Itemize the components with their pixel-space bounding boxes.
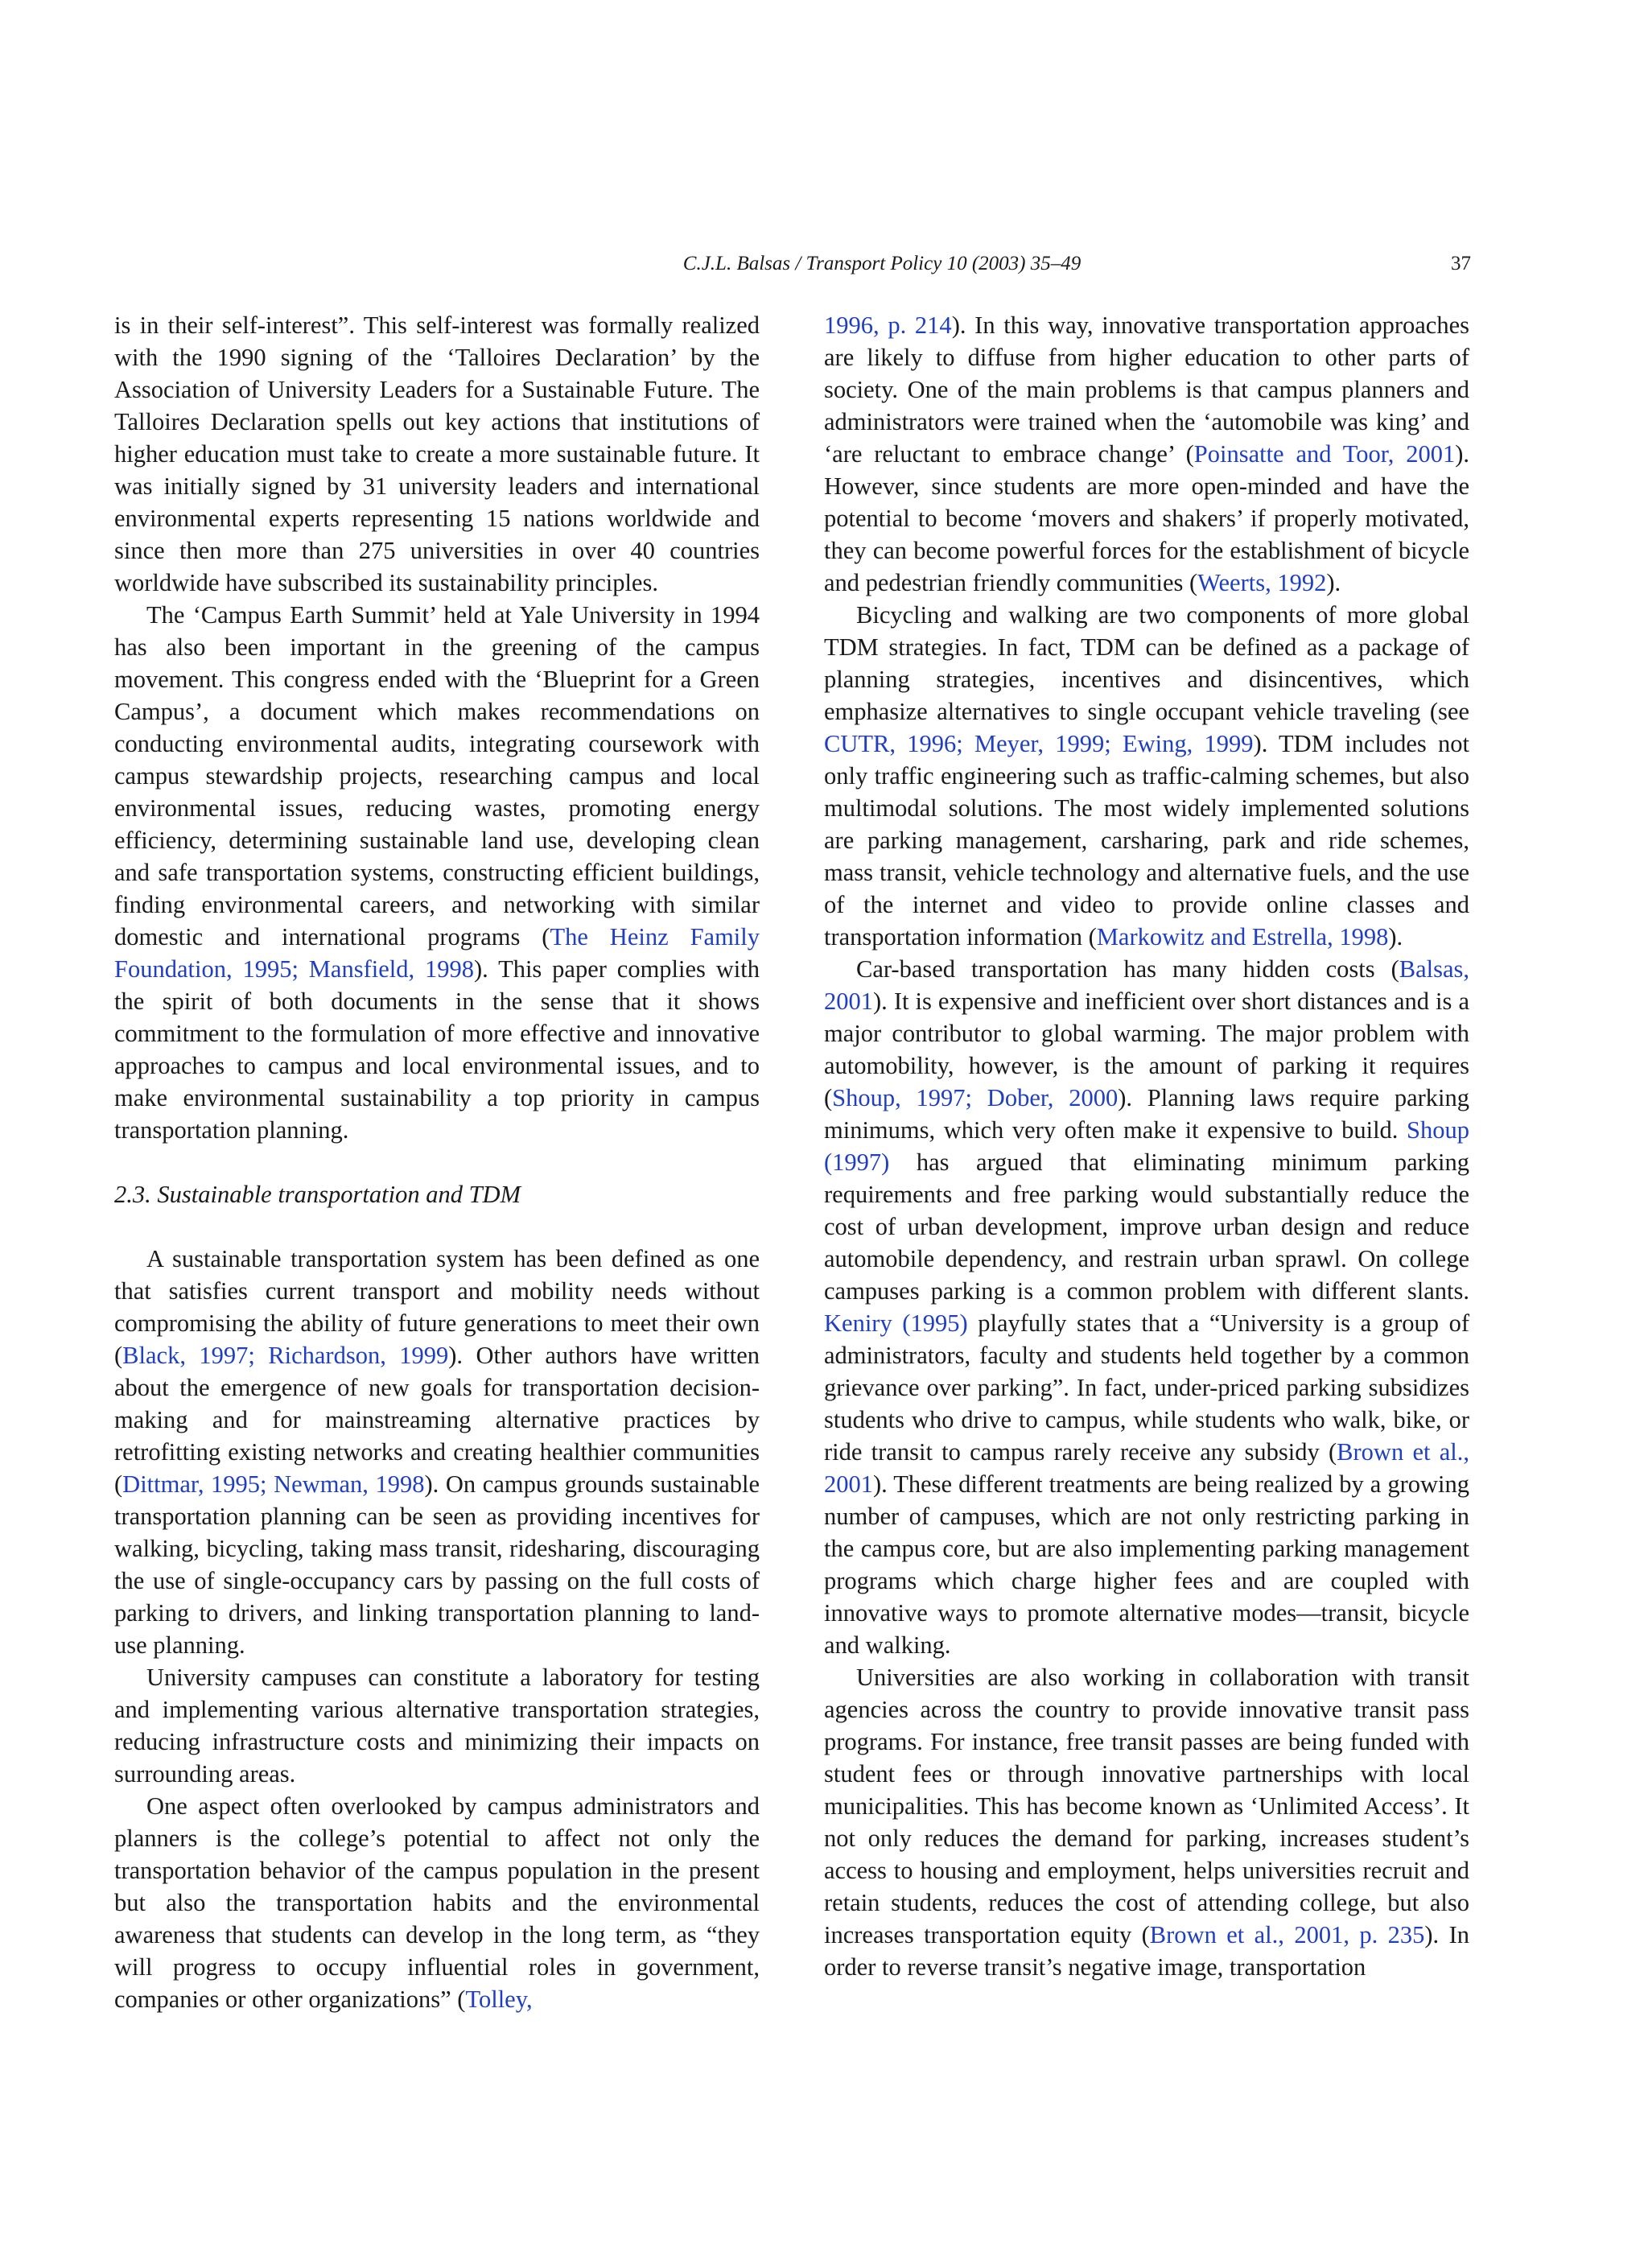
running-head: C.J.L. Balsas / Transport Policy 10 (2003) 35–49 — [682, 253, 1082, 274]
text: The ‘Campus Earth Summit’ held at Yale University in 1994 has also been important in the greening of the campus movement. This congress ended with the ‘Blueprint for a Green Campus’, a document which makes recommendations on conducting environmental audits, integrating coursework with campus stewardship projects, researching campus and local environmental issues, reducing wastes, promoting energy efficiency, determining sustainable land use, developing clean and safe transportation systems, constructing efficient buildings, finding environmental careers, and networking with similar domestic and international programs ( — [114, 601, 760, 950]
paragraph — [114, 1243, 760, 1661]
text: ). — [1388, 923, 1403, 950]
text: ). In order to reverse transit’s negative image, transportation — [824, 1921, 1469, 1981]
citation-link[interactable]: 1996, p. 214 — [824, 311, 952, 339]
text: University campuses can constitute a laboratory for testing and implementing various alternative transportation strategies, reducing infrastructure costs and minimizing their impacts on surrounding areas. — [114, 1664, 760, 1788]
text: A sustainable transportation system has been defined as one that satisfies current transport and mobility needs without compromising the ability of future generations to meet their own ( — [114, 1245, 760, 1369]
text: playfully states that a “University is a group of administrators, faculty and students held together by a common grievance over parking”. In fact, under-priced parking subsidizes students who drive to campus, while students who walk, bike, or ride transit to campus rarely receive any subsidy ( — [824, 1309, 1469, 1466]
citation-link[interactable]: Shoup (1997) — [824, 1116, 1469, 1176]
paragraph — [824, 309, 1469, 599]
citation-link[interactable]: Black, 1997; Richardson, 1999 — [122, 1342, 449, 1369]
text: ). TDM includes not only traffic engineering such as traffic-calming schemes, but also multimodal solutions. The most widely implemented solutions are parking management, carsharing, park and ride schemes, mass transit, vehicle technology and alternative fuels, and the use of the internet and video to provide online classes and transportation information ( — [824, 730, 1469, 950]
right-column — [824, 309, 1469, 1983]
citation-link[interactable]: Brown et al., 2001, p. 235 — [1149, 1921, 1425, 1948]
text: has argued that eliminating minimum parking requirements and free parking would substantially reduce the cost of urban development, improve urban design and reduce automobile dependency, and restrain urban sprawl. On college campuses parking is a common problem with different slants. — [824, 1148, 1469, 1305]
text: Bicycling and walking are two components of more global TDM strategies. In fact, TDM can be defined as a package of planning strategies, incentives and disincentives, which emphasize alternatives to single occupant vehicle traveling (see — [824, 601, 1469, 725]
citation-link[interactable]: Weerts, 1992 — [1197, 569, 1327, 596]
page-number: 37 — [1451, 253, 1471, 274]
text: ). — [1326, 569, 1341, 596]
citation-link[interactable]: Shoup, 1997; Dober, 2000 — [832, 1084, 1119, 1111]
text: ). It is expensive and inefficient over short distances and is a major contributor to global warming. The major problem with automobility, however, is the amount of parking it requires ( — [824, 988, 1469, 1111]
paragraph — [824, 1661, 1469, 1983]
citation-link[interactable]: Keniry (1995) — [824, 1309, 968, 1337]
citation-link[interactable]: Brown et al., 2001 — [824, 1438, 1469, 1498]
paragraph — [114, 1661, 760, 1790]
text: ). On campus grounds sustainable transportation planning can be seen as providing incentives for walking, bicycling, taking mass transit, ridesharing, discouraging the use of single-occupancy cars by passing on the full costs of parking to drivers, and linking transportation planning to land-use planning. — [114, 1470, 760, 1659]
section-heading: 2.3. Sustainable transportation and TDM — [114, 1181, 521, 1208]
text: Universities are also working in collaboration with transit agencies across the country to provide innovative transit pass programs. For instance, free transit passes are being funded with student fees or through innovative partnerships with local municipalities. This has become known as ‘Unlimited Access’. It not only reduces the demand for parking, increases student’s access to housing and employment, helps universities recruit and retain students, reduces the cost of attending college, but also increases transportation equity ( — [824, 1664, 1469, 1948]
citation-link[interactable]: CUTR, 1996; Meyer, 1999; Ewing, 1999 — [824, 730, 1254, 757]
citation-link[interactable]: Poinsatte and Toor, 2001 — [1193, 440, 1456, 468]
paragraph — [114, 599, 760, 1146]
text: ). However, since students are more open-minded and have the potential to become ‘movers and shakers’ if properly motivated, they can become powerful forces for the establishment of bicycle and pedestrian friendly communities ( — [824, 440, 1469, 596]
citation-link[interactable]: Markowitz and Estrella, 1998 — [1096, 923, 1389, 950]
text: One aspect often overlooked by campus administrators and planners is the college’s potential to affect not only the transportation behavior of the campus population in the present but also the transportation habits and the environmental awareness that students can develop in the long term, as “they will progress to occupy influential roles in government, companies or other organizations” ( — [114, 1792, 760, 2013]
paragraph — [824, 953, 1469, 1661]
text: ). These different treatments are being realized by a growing number of campuses, which are not only restricting parking in the campus core, but are also implementing parking management programs which charge higher fees and are coupled with innovative ways to promote alternative modes—transit, bicycle and walking. — [824, 1470, 1469, 1659]
paragraph — [824, 599, 1469, 953]
text: ). Planning laws require parking minimums, which very often make it expensive to build. — [824, 1084, 1469, 1144]
text: is in their self-interest”. This self-interest was formally realized with the 1990 signing of the ‘Talloires Declaration’ by the Association of University Leaders for a Sustainable Future. The Talloires Declaration spells out key actions that institutions of higher education must take to create a more sustainable future. It was initially signed by 31 university leaders and international environmental experts representing 15 nations worldwide and since then more than 275 universities in over 40 countries worldwide have subscribed its sustainability principles. — [114, 311, 760, 596]
text: ). This paper complies with the spirit of both documents in the sense that it shows commitment to the formulation of more effective and innovative approaches to campus and local environmental issues, and to make environmental sustainability a top priority in campus transportation planning. — [114, 955, 760, 1144]
citation-link[interactable]: The Heinz Family Foundation, 1995; Mansfield, 1998 — [114, 923, 760, 983]
paragraph — [114, 1790, 760, 2015]
citation-link[interactable]: Tolley, — [465, 1986, 533, 2013]
text: Car-based transportation has many hidden costs ( — [856, 955, 1399, 983]
text: ). In this way, innovative transportation approaches are likely to diffuse from higher education to other parts of society. One of the main problems is that campus planners and administrators were trained when the ‘automobile was king’ and ‘are reluctant to embrace change’ ( — [824, 311, 1470, 468]
left-column — [114, 309, 760, 2015]
paragraph — [114, 309, 760, 599]
citation-link[interactable]: Dittmar, 1995; Newman, 1998 — [122, 1470, 425, 1498]
citation-link[interactable]: Balsas, 2001 — [824, 955, 1469, 1015]
text: ). Other authors have written about the emergence of new goals for transportation decision-making and for mainstreaming alternative practices by retrofitting existing networks and creating healthier communities ( — [114, 1342, 760, 1498]
